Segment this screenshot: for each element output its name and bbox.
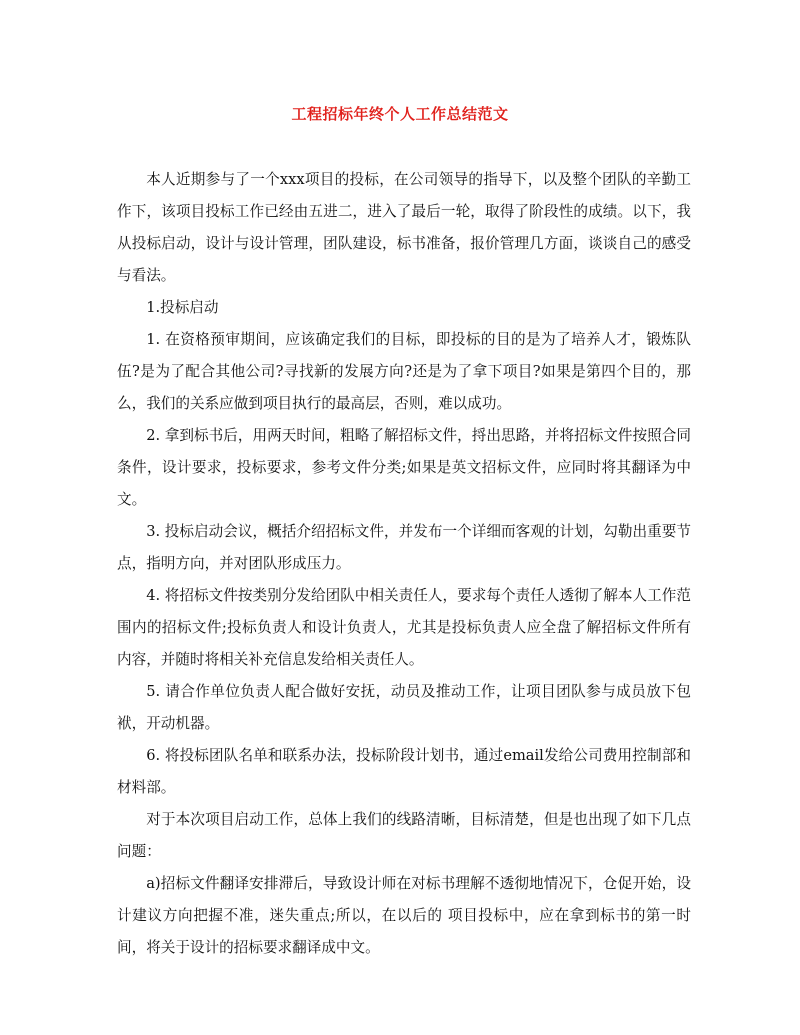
list-item-5: 5. 请合作单位负责人配合做好安抚，动员及推动工作，让项目团队参与成员放下包袱，开动机器。 <box>117 683 691 732</box>
list-item-3: 3. 投标启动会议，概括介绍招标文件，并发布一个详细而客观的计划，勾勒出重要节点，指明方向，并对团队形成压力。 <box>117 523 691 572</box>
list-item-6: 6. 将投标团队名单和联系办法，投标阶段计划书，通过email发给公司费用控制部和材料部。 <box>117 747 691 796</box>
paragraph-intro: 本人近期参与了一个xxx项目的投标，在公司领导的指导下，以及整个团队的辛勤工作下，该项目投标工作已经由五进二，进入了最后一轮，取得了阶段性的成绩。以下，我从投标启动，设计与设计管理，团队建设，标书准备，报价管理几方面，谈谈自己的感受与看法。 <box>117 171 691 284</box>
issue-item-a: a)招标文件翻译安排滞后，导致设计师在对标书理解不透彻地情况下，仓促开始，设计建议方向把握不准，迷失重点;所以，在以后的 项目投标中，应在拿到标书的第一时间，将关于设计的招标要求翻译成中文。 <box>117 875 691 956</box>
list-item-2: 2. 拿到标书后，用两天时间，粗略了解招标文件，捋出思路，并将招标文件按照合同条件，设计要求，投标要求，参考文件分类;如果是英文招标文件，应同时将其翻译为中文。 <box>117 427 691 508</box>
document-title: 工程招标年终个人工作总结范文 <box>291 105 509 123</box>
list-item-4: 4. 将招标文件按类别分发给团队中相关责任人，要求每个责任人透彻了解本人工作范围内的招标文件;投标负责人和设计负责人，尤其是投标负责人应全盘了解招标文件所有内容，并随时将相关补充信息发给相关责任人。 <box>117 587 691 668</box>
list-item-1: 1. 在资格预审期间，应该确定我们的目标，即投标的目的是为了培养人才，锻炼队伍?是为了配合其他公司?寻找新的发展方向?还是为了拿下项目?如果是第四个目的，那么，我们的关系应做到项目执行的最高层，否则，难以成功。 <box>117 331 691 412</box>
paragraph-summary: 对于本次项目启动工作，总体上我们的线路清晰，目标清楚，但是也出现了如下几点问题： <box>117 811 691 860</box>
section-heading-bid-start: 1.投标启动 <box>146 299 219 316</box>
document-body <box>117 164 691 964</box>
